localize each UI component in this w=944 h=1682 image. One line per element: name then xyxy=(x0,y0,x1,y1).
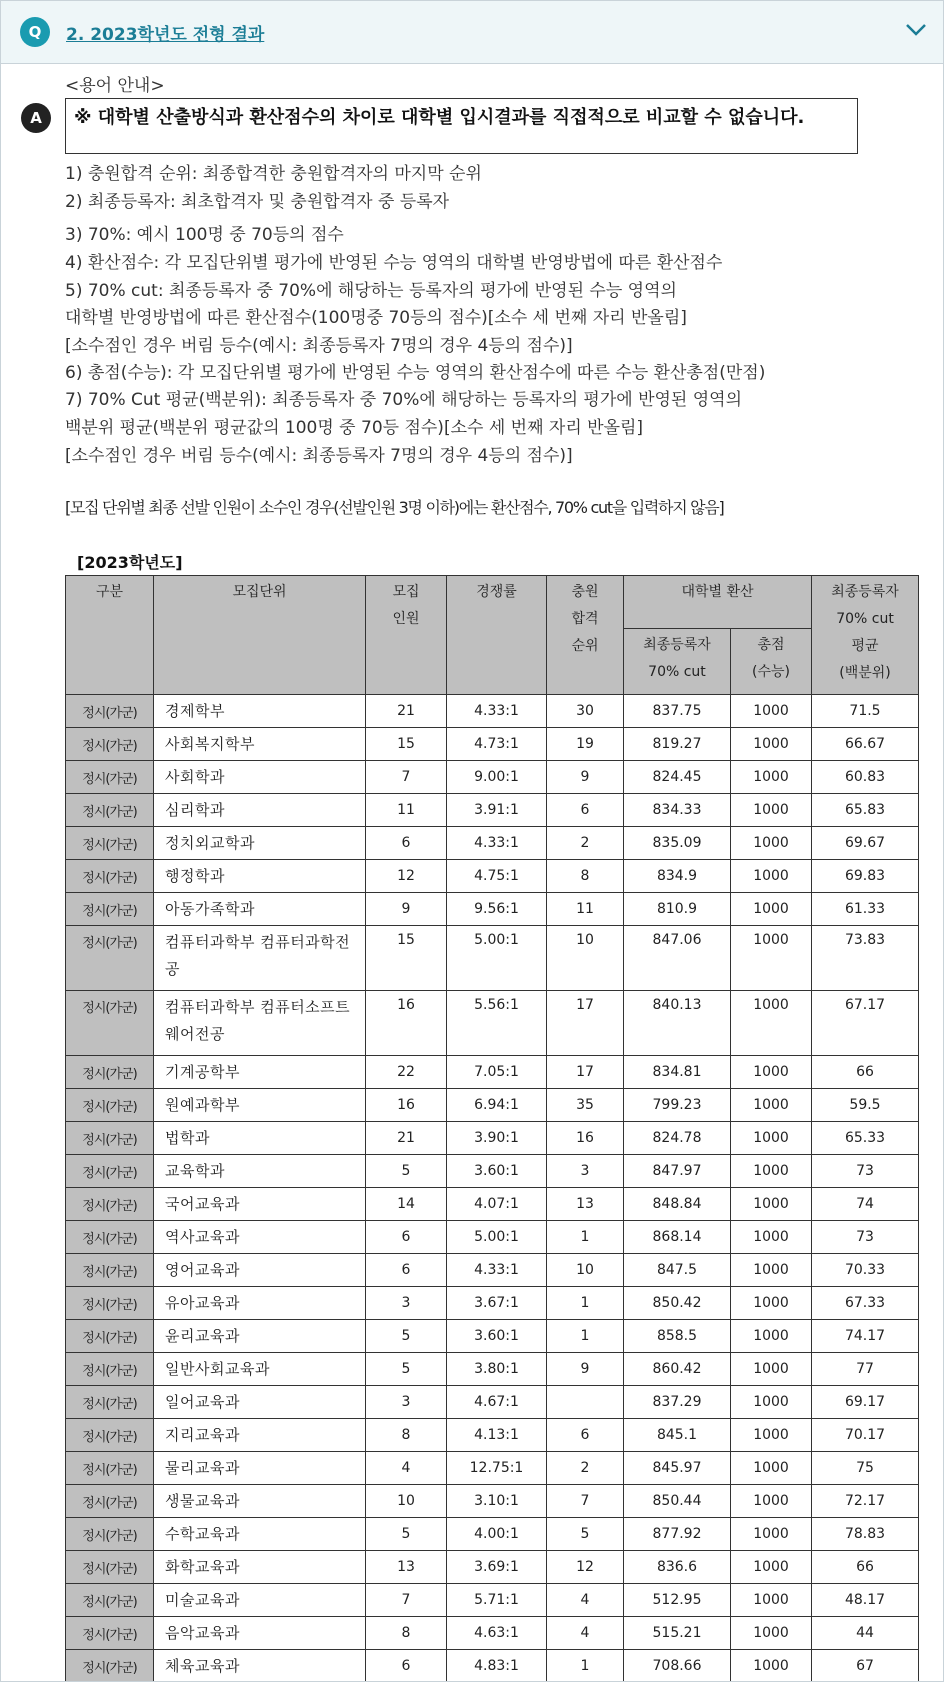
cell-rank: 1 xyxy=(547,1221,624,1254)
cell-pct: 61.33 xyxy=(812,893,919,926)
header-quota: 모집 인원 xyxy=(366,576,447,695)
cell-cut: 868.14 xyxy=(624,1221,731,1254)
table-row xyxy=(66,1089,919,1122)
cell-rank: 9 xyxy=(547,761,624,794)
cell-unit: 화학교육과 xyxy=(154,1551,366,1584)
cell-competition: 9.56:1 xyxy=(447,893,547,926)
cell-pct: 77 xyxy=(812,1353,919,1386)
cell-unit: 역사교육과 xyxy=(154,1221,366,1254)
definition-line: 4) 환산점수: 각 모집단위별 평가에 반영된 수능 영역의 대학별 반영방법에 따른 환산점수 xyxy=(65,253,723,273)
cell-gubun: 정시(가군) xyxy=(66,991,154,1056)
definition-line: 대학별 반영방법에 따른 환산점수(100명중 70등의 점수)[소수 세 번째 자리 반올림] xyxy=(65,308,687,328)
header-total: 총점 (수능) xyxy=(731,629,812,695)
cell-pct: 44 xyxy=(812,1617,919,1650)
notice-text: ※ 대학별 산출방식과 환산점수의 차이로 대학별 입시결과를 직접적으로 비교할 수 없습니다. xyxy=(74,107,805,128)
cell-unit: 경제학부 xyxy=(154,695,366,728)
cell-competition: 3.10:1 xyxy=(447,1485,547,1518)
table-row xyxy=(66,728,919,761)
cell-gubun: 정시(가군) xyxy=(66,695,154,728)
question-badge: Q xyxy=(20,17,50,47)
cell-gubun: 정시(가군) xyxy=(66,893,154,926)
table-row xyxy=(66,827,919,860)
header-extra-rank: 충원 합격 순위 xyxy=(547,576,624,695)
cell-unit: 교육학과 xyxy=(154,1155,366,1188)
cell-unit: 수학교육과 xyxy=(154,1518,366,1551)
cell-cut: 847.06 xyxy=(624,926,731,991)
cell-quota: 7 xyxy=(366,1584,447,1617)
header-univ-conv: 대학별 환산 xyxy=(624,576,812,629)
cell-quota: 22 xyxy=(366,1056,447,1089)
cell-quota: 21 xyxy=(366,1122,447,1155)
table-row xyxy=(66,1386,919,1419)
cell-cut: 836.6 xyxy=(624,1551,731,1584)
cell-cut: 799.23 xyxy=(624,1089,731,1122)
cell-competition: 4.75:1 xyxy=(447,860,547,893)
cell-cut: 837.29 xyxy=(624,1386,731,1419)
cell-gubun: 정시(가군) xyxy=(66,827,154,860)
cell-cut: 837.75 xyxy=(624,695,731,728)
header-unit: 모집단위 xyxy=(154,576,366,695)
cell-quota: 16 xyxy=(366,1089,447,1122)
table-row xyxy=(66,1419,919,1452)
cell-cut: 834.33 xyxy=(624,794,731,827)
definition-line: 2) 최종등록자: 최초합격자 및 충원합격자 중 등록자 xyxy=(65,192,450,212)
cell-rank: 3 xyxy=(547,1155,624,1188)
cell-pct: 67.33 xyxy=(812,1287,919,1320)
cell-unit: 일어교육과 xyxy=(154,1386,366,1419)
table-row xyxy=(66,860,919,893)
cell-rank: 4 xyxy=(547,1617,624,1650)
answer-badge: A xyxy=(21,103,51,133)
cell-total: 1000 xyxy=(731,1650,812,1682)
cell-rank: 5 xyxy=(547,1518,624,1551)
question-header[interactable] xyxy=(1,1,943,64)
cell-cut: 858.5 xyxy=(624,1320,731,1353)
cell-quota: 10 xyxy=(366,1485,447,1518)
cell-rank: 17 xyxy=(547,1056,624,1089)
table-row xyxy=(66,1452,919,1485)
cell-unit: 생물교육과 xyxy=(154,1485,366,1518)
cell-gubun: 정시(가군) xyxy=(66,1584,154,1617)
cell-unit: 유아교육과 xyxy=(154,1287,366,1320)
cell-total: 1000 xyxy=(731,1056,812,1089)
definition-line: 1) 충원합격 순위: 최종합격한 충원합격자의 마지막 순위 xyxy=(65,164,482,184)
cell-competition: 5.00:1 xyxy=(447,1221,547,1254)
definition-line: 3) 70%: 예시 100명 중 70등의 점수 xyxy=(65,225,344,245)
cell-quota: 5 xyxy=(366,1518,447,1551)
cell-rank: 35 xyxy=(547,1089,624,1122)
cell-rank: 2 xyxy=(547,827,624,860)
cell-unit: 물리교육과 xyxy=(154,1452,366,1485)
cell-cut: 834.9 xyxy=(624,860,731,893)
cell-quota: 11 xyxy=(366,794,447,827)
cell-competition: 4.00:1 xyxy=(447,1518,547,1551)
table-row xyxy=(66,1122,919,1155)
table-row xyxy=(66,1617,919,1650)
cell-quota: 14 xyxy=(366,1188,447,1221)
cell-total: 1000 xyxy=(731,1188,812,1221)
cell-unit: 일반사회교육과 xyxy=(154,1353,366,1386)
table-row xyxy=(66,1353,919,1386)
table-row xyxy=(66,1518,919,1551)
table-row xyxy=(66,1254,919,1287)
cell-rank: 10 xyxy=(547,1254,624,1287)
cell-total: 1000 xyxy=(731,926,812,991)
cell-pct: 75 xyxy=(812,1452,919,1485)
cell-unit: 컴퓨터과학부 컴퓨터소프트웨어전공 xyxy=(154,991,366,1056)
cell-total: 1000 xyxy=(731,1551,812,1584)
cell-competition: 7.05:1 xyxy=(447,1056,547,1089)
cell-cut: 819.27 xyxy=(624,728,731,761)
cell-competition: 12.75:1 xyxy=(447,1452,547,1485)
cell-pct: 71.5 xyxy=(812,695,919,728)
cell-pct: 65.33 xyxy=(812,1122,919,1155)
cell-competition: 3.90:1 xyxy=(447,1122,547,1155)
cell-cut: 708.66 xyxy=(624,1650,731,1682)
cell-competition: 4.63:1 xyxy=(447,1617,547,1650)
cell-unit: 음악교육과 xyxy=(154,1617,366,1650)
table-row xyxy=(66,695,919,728)
cell-rank: 2 xyxy=(547,1452,624,1485)
cell-competition: 4.13:1 xyxy=(447,1419,547,1452)
cell-competition: 3.80:1 xyxy=(447,1353,547,1386)
cell-unit: 체육교육과 xyxy=(154,1650,366,1682)
table-row xyxy=(66,991,919,1056)
cell-total: 1000 xyxy=(731,893,812,926)
table-row xyxy=(66,1320,919,1353)
cell-quota: 16 xyxy=(366,991,447,1056)
definition-line: 6) 총점(수능): 각 모집단위별 평가에 반영된 수능 영역의 환산점수에 따른 수능 환산총점(만점) xyxy=(65,363,766,383)
definition-line: [소수점인 경우 버림 등수(예시: 최종등록자 7명의 경우 4등의 점수)] xyxy=(65,446,573,466)
cell-competition: 4.33:1 xyxy=(447,827,547,860)
table-row xyxy=(66,794,919,827)
table-row xyxy=(66,926,919,991)
cell-quota: 9 xyxy=(366,893,447,926)
cell-competition: 5.56:1 xyxy=(447,991,547,1056)
cell-unit: 정치외교학과 xyxy=(154,827,366,860)
cell-pct: 67 xyxy=(812,1650,919,1682)
cell-quota: 8 xyxy=(366,1419,447,1452)
cell-unit: 행정학과 xyxy=(154,860,366,893)
cell-total: 1000 xyxy=(731,1122,812,1155)
cell-unit: 기계공학부 xyxy=(154,1056,366,1089)
cell-total: 1000 xyxy=(731,1419,812,1452)
cell-cut: 845.97 xyxy=(624,1452,731,1485)
cell-cut: 824.45 xyxy=(624,761,731,794)
table-row xyxy=(66,1287,919,1320)
cell-pct: 59.5 xyxy=(812,1089,919,1122)
cell-gubun: 정시(가군) xyxy=(66,1485,154,1518)
cell-unit: 영어교육과 xyxy=(154,1254,366,1287)
cell-rank: 12 xyxy=(547,1551,624,1584)
table-row xyxy=(66,1485,919,1518)
cell-rank: 1 xyxy=(547,1320,624,1353)
table-row xyxy=(66,893,919,926)
cell-pct: 66 xyxy=(812,1551,919,1584)
cell-competition: 3.67:1 xyxy=(447,1287,547,1320)
table-row xyxy=(66,761,919,794)
cell-total: 1000 xyxy=(731,1254,812,1287)
question-title[interactable]: 2. 2023학년도 전형 결과 xyxy=(66,25,265,45)
notice-box xyxy=(65,98,858,154)
cell-cut: 512.95 xyxy=(624,1584,731,1617)
cell-competition: 4.33:1 xyxy=(447,1254,547,1287)
cell-pct: 74 xyxy=(812,1188,919,1221)
cell-cut: 824.78 xyxy=(624,1122,731,1155)
cell-quota: 3 xyxy=(366,1287,447,1320)
cell-gubun: 정시(가군) xyxy=(66,1650,154,1682)
cell-total: 1000 xyxy=(731,1155,812,1188)
cell-quota: 4 xyxy=(366,1452,447,1485)
cell-quota: 6 xyxy=(366,1221,447,1254)
cell-rank: 6 xyxy=(547,1419,624,1452)
cell-competition: 5.71:1 xyxy=(447,1584,547,1617)
cell-competition: 3.60:1 xyxy=(447,1155,547,1188)
cell-quota: 6 xyxy=(366,1254,447,1287)
cell-unit: 아동가족학과 xyxy=(154,893,366,926)
cell-quota: 5 xyxy=(366,1155,447,1188)
cell-competition: 6.94:1 xyxy=(447,1089,547,1122)
chevron-down-icon[interactable] xyxy=(905,23,927,37)
header-competition: 경쟁률 xyxy=(447,576,547,695)
header-cut70: 최종등록자 70% cut xyxy=(624,629,731,695)
cell-total: 1000 xyxy=(731,1617,812,1650)
table-title: [2023학년도] xyxy=(77,553,183,572)
cell-cut: 850.42 xyxy=(624,1287,731,1320)
cell-rank: 9 xyxy=(547,1353,624,1386)
cell-cut: 840.13 xyxy=(624,991,731,1056)
cell-total: 1000 xyxy=(731,1089,812,1122)
cell-rank: 19 xyxy=(547,728,624,761)
recruit-note: [모집 단위별 최종 선발 인원이 소수인 경우(선발인원 3명 이하)에는 환산점수, 70% cut을 입력하지 않음] xyxy=(65,498,724,517)
cell-unit: 심리학과 xyxy=(154,794,366,827)
cell-cut: 515.21 xyxy=(624,1617,731,1650)
cell-total: 1000 xyxy=(731,1584,812,1617)
cell-rank: 1 xyxy=(547,1650,624,1682)
cell-rank: 4 xyxy=(547,1584,624,1617)
header-final-pct: 최종등록자 70% cut 평균 (백분위) xyxy=(812,576,919,695)
cell-quota: 6 xyxy=(366,827,447,860)
cell-gubun: 정시(가군) xyxy=(66,1386,154,1419)
cell-gubun: 정시(가군) xyxy=(66,1188,154,1221)
cell-pct: 69.83 xyxy=(812,860,919,893)
table-row xyxy=(66,1584,919,1617)
cell-total: 1000 xyxy=(731,827,812,860)
results-table xyxy=(65,575,919,1682)
cell-gubun: 정시(가군) xyxy=(66,926,154,991)
cell-total: 1000 xyxy=(731,1386,812,1419)
cell-quota: 5 xyxy=(366,1353,447,1386)
cell-unit: 사회복지학부 xyxy=(154,728,366,761)
cell-quota: 3 xyxy=(366,1386,447,1419)
cell-rank: 16 xyxy=(547,1122,624,1155)
cell-gubun: 정시(가군) xyxy=(66,794,154,827)
cell-gubun: 정시(가군) xyxy=(66,1320,154,1353)
cell-cut: 877.92 xyxy=(624,1518,731,1551)
cell-rank: 11 xyxy=(547,893,624,926)
cell-total: 1000 xyxy=(731,1518,812,1551)
cell-competition: 3.91:1 xyxy=(447,794,547,827)
cell-unit: 사회학과 xyxy=(154,761,366,794)
cell-cut: 847.5 xyxy=(624,1254,731,1287)
cell-unit: 법학과 xyxy=(154,1122,366,1155)
cell-gubun: 정시(가군) xyxy=(66,761,154,794)
cell-quota: 15 xyxy=(366,728,447,761)
cell-gubun: 정시(가군) xyxy=(66,728,154,761)
table-row xyxy=(66,1551,919,1584)
header-gubun: 구분 xyxy=(66,576,154,695)
cell-gubun: 정시(가군) xyxy=(66,860,154,893)
cell-cut: 860.42 xyxy=(624,1353,731,1386)
cell-quota: 7 xyxy=(366,761,447,794)
cell-gubun: 정시(가군) xyxy=(66,1287,154,1320)
cell-rank: 1 xyxy=(547,1287,624,1320)
cell-pct: 66 xyxy=(812,1056,919,1089)
cell-competition: 4.67:1 xyxy=(447,1386,547,1419)
cell-competition: 4.73:1 xyxy=(447,728,547,761)
definition-line: 백분위 평균(백분위 평균값의 100명 중 70등 점수)[소수 세 번째 자리 반올림] xyxy=(65,418,644,438)
cell-total: 1000 xyxy=(731,1287,812,1320)
cell-gubun: 정시(가군) xyxy=(66,1551,154,1584)
cell-gubun: 정시(가군) xyxy=(66,1419,154,1452)
cell-quota: 6 xyxy=(366,1650,447,1682)
cell-unit: 지리교육과 xyxy=(154,1419,366,1452)
cell-pct: 74.17 xyxy=(812,1320,919,1353)
cell-quota: 21 xyxy=(366,695,447,728)
cell-cut: 835.09 xyxy=(624,827,731,860)
cell-total: 1000 xyxy=(731,1353,812,1386)
cell-unit: 국어교육과 xyxy=(154,1188,366,1221)
cell-total: 1000 xyxy=(731,728,812,761)
cell-quota: 15 xyxy=(366,926,447,991)
cell-gubun: 정시(가군) xyxy=(66,1221,154,1254)
cell-gubun: 정시(가군) xyxy=(66,1254,154,1287)
cell-unit: 미술교육과 xyxy=(154,1584,366,1617)
cell-rank: 30 xyxy=(547,695,624,728)
cell-gubun: 정시(가군) xyxy=(66,1056,154,1089)
cell-quota: 12 xyxy=(366,860,447,893)
cell-pct: 73 xyxy=(812,1155,919,1188)
cell-gubun: 정시(가군) xyxy=(66,1122,154,1155)
cell-cut: 810.9 xyxy=(624,893,731,926)
cell-competition: 4.33:1 xyxy=(447,695,547,728)
cell-quota: 5 xyxy=(366,1320,447,1353)
cell-competition: 9.00:1 xyxy=(447,761,547,794)
cell-cut: 850.44 xyxy=(624,1485,731,1518)
cell-unit: 윤리교육과 xyxy=(154,1320,366,1353)
table-row xyxy=(66,1188,919,1221)
cell-total: 1000 xyxy=(731,991,812,1056)
cell-pct: 72.17 xyxy=(812,1485,919,1518)
definition-line: 5) 70% cut: 최종등록자 중 70%에 해당하는 등록자의 평가에 반영된 수능 영역의 xyxy=(65,281,677,301)
cell-competition: 5.00:1 xyxy=(447,926,547,991)
cell-pct: 73.83 xyxy=(812,926,919,991)
cell-pct: 67.17 xyxy=(812,991,919,1056)
cell-rank: 7 xyxy=(547,1485,624,1518)
cell-cut: 847.97 xyxy=(624,1155,731,1188)
cell-total: 1000 xyxy=(731,1452,812,1485)
cell-pct: 69.17 xyxy=(812,1386,919,1419)
cell-rank: 6 xyxy=(547,794,624,827)
table-row xyxy=(66,1056,919,1089)
cell-pct: 66.67 xyxy=(812,728,919,761)
cell-total: 1000 xyxy=(731,794,812,827)
cell-gubun: 정시(가군) xyxy=(66,1353,154,1386)
cell-rank: 8 xyxy=(547,860,624,893)
cell-pct: 73 xyxy=(812,1221,919,1254)
cell-gubun: 정시(가군) xyxy=(66,1518,154,1551)
cell-competition: 4.07:1 xyxy=(447,1188,547,1221)
table-row xyxy=(66,1650,919,1682)
cell-rank: 10 xyxy=(547,926,624,991)
definition-line: 7) 70% Cut 평균(백분위): 최종등록자 중 70%에 해당하는 등록자의 평가에 반영된 영역의 xyxy=(65,390,742,410)
cell-pct: 70.17 xyxy=(812,1419,919,1452)
cell-gubun: 정시(가군) xyxy=(66,1089,154,1122)
cell-cut: 848.84 xyxy=(624,1188,731,1221)
cell-quota: 13 xyxy=(366,1551,447,1584)
cell-rank xyxy=(547,1386,624,1419)
cell-unit: 컴퓨터과학부 컴퓨터과학전공 xyxy=(154,926,366,991)
cell-total: 1000 xyxy=(731,1320,812,1353)
cell-rank: 17 xyxy=(547,991,624,1056)
cell-total: 1000 xyxy=(731,1221,812,1254)
table-row xyxy=(66,1221,919,1254)
cell-competition: 4.83:1 xyxy=(447,1650,547,1682)
cell-competition: 3.60:1 xyxy=(447,1320,547,1353)
cell-gubun: 정시(가군) xyxy=(66,1155,154,1188)
cell-rank: 13 xyxy=(547,1188,624,1221)
cell-total: 1000 xyxy=(731,695,812,728)
cell-total: 1000 xyxy=(731,1485,812,1518)
cell-gubun: 정시(가군) xyxy=(66,1617,154,1650)
cell-total: 1000 xyxy=(731,761,812,794)
cell-pct: 48.17 xyxy=(812,1584,919,1617)
definition-line: [소수점인 경우 버림 등수(예시: 최종등록자 7명의 경우 4등의 점수)] xyxy=(65,336,573,356)
guide-title: <용어 안내> xyxy=(65,76,165,96)
cell-cut: 834.81 xyxy=(624,1056,731,1089)
cell-pct: 65.83 xyxy=(812,794,919,827)
table-row xyxy=(66,1155,919,1188)
results-table-body xyxy=(66,695,919,1682)
cell-competition: 3.69:1 xyxy=(447,1551,547,1584)
cell-pct: 60.83 xyxy=(812,761,919,794)
cell-pct: 78.83 xyxy=(812,1518,919,1551)
cell-cut: 845.1 xyxy=(624,1419,731,1452)
cell-quota: 8 xyxy=(366,1617,447,1650)
cell-pct: 70.33 xyxy=(812,1254,919,1287)
cell-gubun: 정시(가군) xyxy=(66,1452,154,1485)
cell-unit: 원예과학부 xyxy=(154,1089,366,1122)
cell-pct: 69.67 xyxy=(812,827,919,860)
cell-total: 1000 xyxy=(731,860,812,893)
